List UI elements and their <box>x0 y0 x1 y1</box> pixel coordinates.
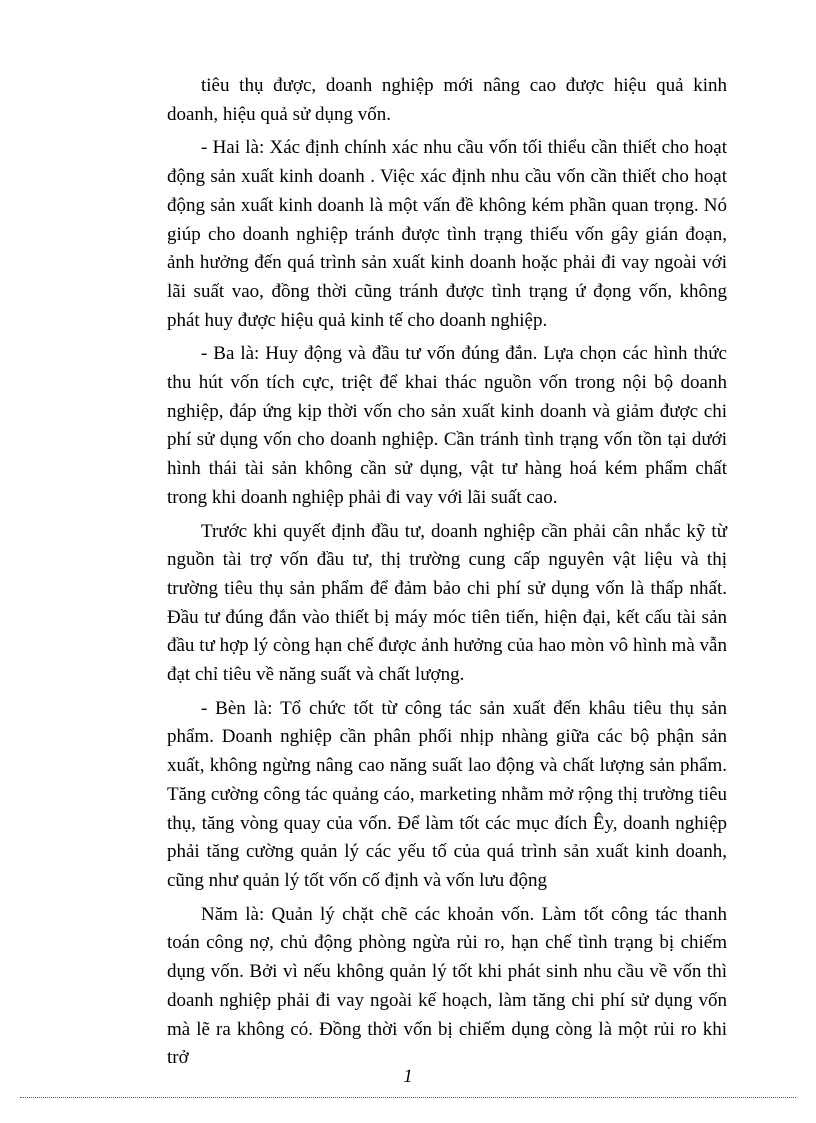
paragraph-continuation: tiêu thụ được, doanh nghiệp mới nâng cao được hiệu quả kinh doanh, hiệu quả sử dụng vốn. <box>167 75 727 125</box>
paragraph-bon-la: - Bèn là: Tổ chức tốt từ công tác sản xuất đến khâu tiêu thụ sản phẩm. Doanh nghiệp cần phân phối nhịp nhàng giữa các bộ phận sản xuất, không ngừng nâng cao năng suất lao động và chất lượng sản phẩm. Tăng cường công tác quảng cáo, marketing nhằm mở rộng thị trường tiêu thụ, tăng vòng quay của vốn. Để làm tốt các mục đích Êy, doanh nghiệp phải tăng cường quản lý các yếu tố của quá trình sản xuất kinh doanh, cũng như quản lý tốt vốn cố định và vốn lưu động <box>167 697 727 891</box>
paragraph-nam-la: Năm là: Quản lý chặt chẽ các khoản vốn. Làm tốt công tác thanh toán công nợ, chủ động phòng ngừa rủi ro, hạn chế tình trạng bị chiếm dụng vốn. Bởi vì nếu không quản lý tốt khi phát sinh nhu cầu về vốn thì doanh nghiệp phải đi vay ngoài kế hoạch, làm tăng chi phí sử dụng vốn mà lẽ ra không có. Đồng thời vốn bị chiếm dụng còng là một rủi ro khi trở <box>167 903 727 1069</box>
paragraph-hai-la: - Hai là: Xác định chính xác nhu cầu vốn tối thiểu cần thiết cho hoạt động sản xuất kinh doanh . Việc xác định nhu cầu vốn cần thiết cho hoạt động sản xuất kinh doanh là một vấn đề không kém phần quan trọng. Nó giúp cho doanh nghiệp tránh được tình trạng thiếu vốn gây gián đoạn, ảnh hưởng đến quá trình sản xuất kinh doanh hoặc phải đi vay ngoài với lãi suất vao, đồng thời cũng tránh được tình trạng ứ đọng vốn, không phát huy được hiệu quả kinh tế cho doanh nghiệp. <box>167 137 727 331</box>
page-number: 1 <box>403 1066 413 1087</box>
body-text <box>167 72 727 1078</box>
paragraph-ba-la: - Ba là: Huy động và đầu tư vốn đúng đắn. Lựa chọn các hình thức thu hút vốn tích cực, triệt để khai thác nguồn vốn trong nội bộ doanh nghiệp, đáp ứng kịp thời vốn cho sản xuất kinh doanh và giảm được chi phí sử dụng vốn cho doanh nghiệp. Cần tránh tình trạng vốn tồn tại dưới hình thái tài sản không cần sử dụng, vật tư hàng hoá kém phẩm chất trong khi doanh nghiệp phải đi vay với lãi suất cao. <box>167 343 727 508</box>
paragraph-truoc-khi: Trước khi quyết định đầu tư, doanh nghiệp cần phải cân nhắc kỹ từ nguồn tài trợ vốn đầu tư, thị trường cung cấp nguyên vật liệu và thị trường tiêu thụ sản phẩm để đảm bảo chi phí sử dụng vốn là thấp nhất. Đầu tư đúng đắn vào thiết bị máy móc tiên tiến, hiện đại, kết cấu tài sản đầu tư hợp lý còng hạn chế được ảnh hưởng của hao mòn vô hình mà vẫn đạt chỉ tiêu về năng suất và chất lượng. <box>167 520 727 686</box>
footer-divider <box>20 1097 796 1098</box>
